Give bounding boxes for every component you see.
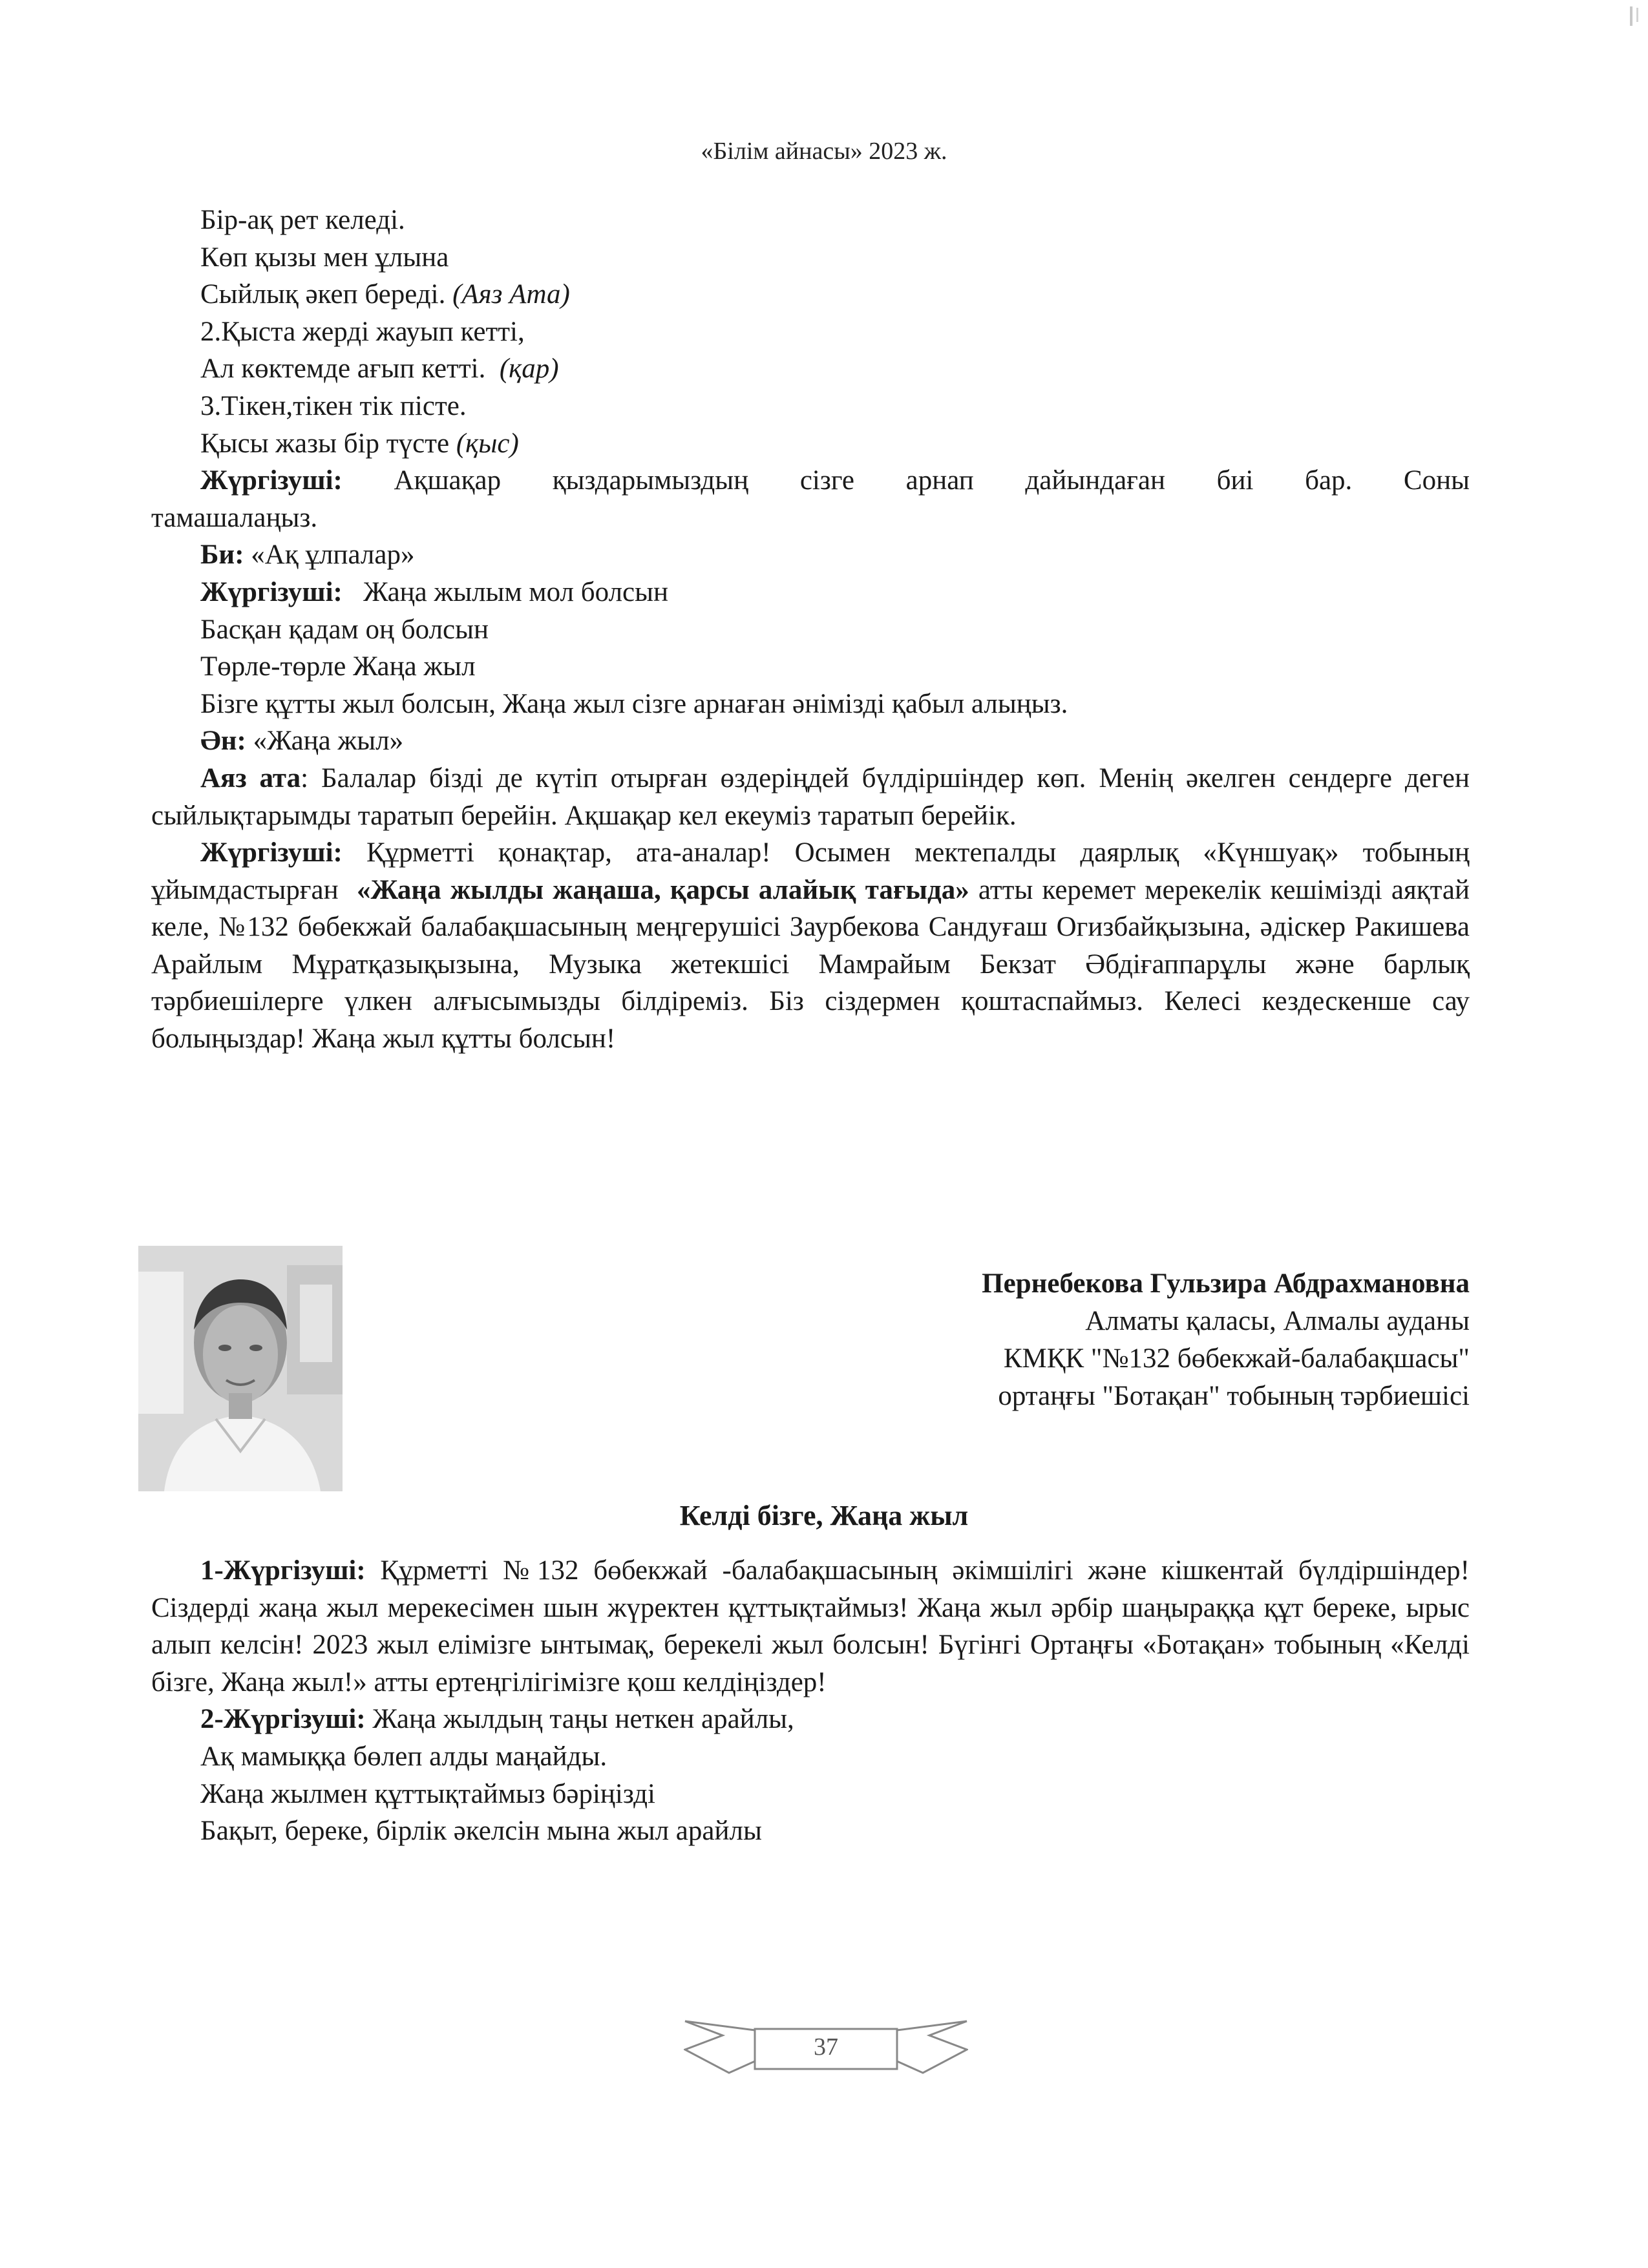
running-header: «Білім айнасы» 2023 ж. [701, 138, 947, 165]
event-title: «Жаңа жылды жаңаша, қарсы алайық тағыда» [356, 874, 969, 905]
host-line: Жүргізуші: Ақшақар қыздарымыздың сізге арнап дайындаған биі бар. Соны [200, 465, 1470, 496]
author-position: ортаңғы "Ботақан" тобының тәрбиешісі [998, 1381, 1470, 1411]
article-body [151, 1552, 1470, 1850]
author-block [982, 1265, 1470, 1415]
host-one-paragraph: 1-Жүргізуші: Құрметті №132 бөбекжай -балабақшасының әкімшілігі және кішкентай бүлдіршіндер! Сіздерді жаңа жыл мерекесімен шын жүректен құттықтаймыз! Жаңа жыл әрбір шаңыраққа құт береке, ырыс алып келсін! 2023 жыл елімізге ынтымақ, берекелі жыл болсын! Бүгінгі Ортаңғы «Ботақан» тобының «Келді бізге, Жаңа жыл!» атты ертеңгілігімізге қош келдіңіздер! [151, 1555, 1470, 1697]
riddle-line: Қысы жазы бір түсте (қыс) [200, 428, 519, 459]
host-poem-line: Жүргізуші: Жаңа жылым мол болсын [200, 576, 669, 607]
speaker-label: Би: [200, 540, 244, 571]
page-number: 37 [814, 2033, 838, 2061]
riddle-answer: (Аяз Ата) [452, 279, 570, 310]
scan-speckle [1629, 5, 1645, 27]
dance-line: Би: «Ақ ұлпалар» [200, 540, 415, 571]
riddle-line: 3.Тікен,тікен тік пісте. [200, 390, 467, 421]
author-name: Пернебекова Гульзира Абдрахмановна [982, 1268, 1470, 1299]
speaker-label: Жүргізуші: [200, 837, 343, 868]
riddle-line: Бір-ақ рет келеді. [200, 205, 405, 235]
article-title: Келді бізге, Жаңа жыл [679, 1500, 969, 1531]
host-line: тамашалаңыз. [151, 502, 318, 533]
speaker-label: Жүргізуші: [200, 465, 343, 496]
speaker-label: Жүргізуші: [200, 576, 343, 607]
poem-line: Жаңа жылмен құттықтаймыз бәріңізді [200, 1778, 655, 1809]
poem-line: Ақ мамыққа бөлеп алды маңайды. [200, 1741, 607, 1772]
ayaz-paragraph: Аяз ата: Балалар бізді де күтіп отырған өздеріңдей бүлдіршіндер көп. Менің әкелген сендерге деген сыйлықтарымды таратып берейін. Ақшақар кел екеуміз таратып берейік. [151, 762, 1470, 831]
author-organization: КМҚК "№132 бөбекжай-балабақшасы" [1003, 1343, 1470, 1374]
riddle-line: 2.Қыста жерді жауып кетті, [200, 316, 525, 347]
poem-line: Бақыт, береке, бірлік әкелсін мына жыл арайлы [200, 1816, 762, 1847]
song-line: Ән: «Жаңа жыл» [200, 726, 404, 757]
host-poem-line: Төрле-төрле Жаңа жыл [200, 651, 476, 682]
speaker-label: 2-Жүргізуші: [200, 1704, 366, 1735]
author-photo [138, 1246, 343, 1491]
page-number-ribbon [684, 2016, 968, 2078]
riddle-line: Көп қызы мен ұлына [200, 242, 449, 273]
riddle-line: Сыйлық әкеп береді. (Аяз Ата) [200, 279, 570, 310]
riddle-answer: (қыс) [456, 428, 519, 459]
host-poem-line: Басқан қадам оң болсын [200, 614, 489, 645]
article-continuation [151, 202, 1470, 1058]
speaker-label: Аяз ата [200, 762, 301, 793]
speaker-label: Ән: [200, 726, 246, 757]
speaker-label: 1-Жүргізуші: [200, 1555, 366, 1586]
riddle-answer: (қар) [499, 353, 559, 384]
host-poem-line: Бізге құтты жыл болсын, Жаңа жыл сізге арнаған әнімізді қабыл алыңыз. [200, 688, 1068, 719]
author-city: Алматы қаласы, Алмалы ауданы [1085, 1306, 1470, 1336]
host-two-line: 2-Жүргізуші: Жаңа жылдың таңы неткен арайлы, [200, 1704, 794, 1735]
closing-paragraph: Жүргізуші: Құрметті қонақтар, ата-аналар! Осымен мектепалды даярлық «Күншуақ» тобының ұйымдастырған «Жаңа жылды жаңаша, қарсы алайық тағыда» атты керемет мерекелік кешімізді аяқтай келе, №132 бөбекжай балабақшасының меңгерушісі Заурбекова Сандуғаш Огизбайқызына, әдіскер Ракишева Арайлым Мұратқазықызына, Музыка жетекшісі Мамрайым Бекзат Әбдіғаппарұлы және барлық тәрбиешілерге үлкен алғысымызды білдіреміз. Біз сіздермен қоштаспаймыз. Келесі кездескенше сау болыңыздар! Жаңа жыл құтты болсын! [151, 837, 1470, 1055]
riddle-line: Ал көктемде ағып кетті. (қар) [200, 353, 559, 384]
